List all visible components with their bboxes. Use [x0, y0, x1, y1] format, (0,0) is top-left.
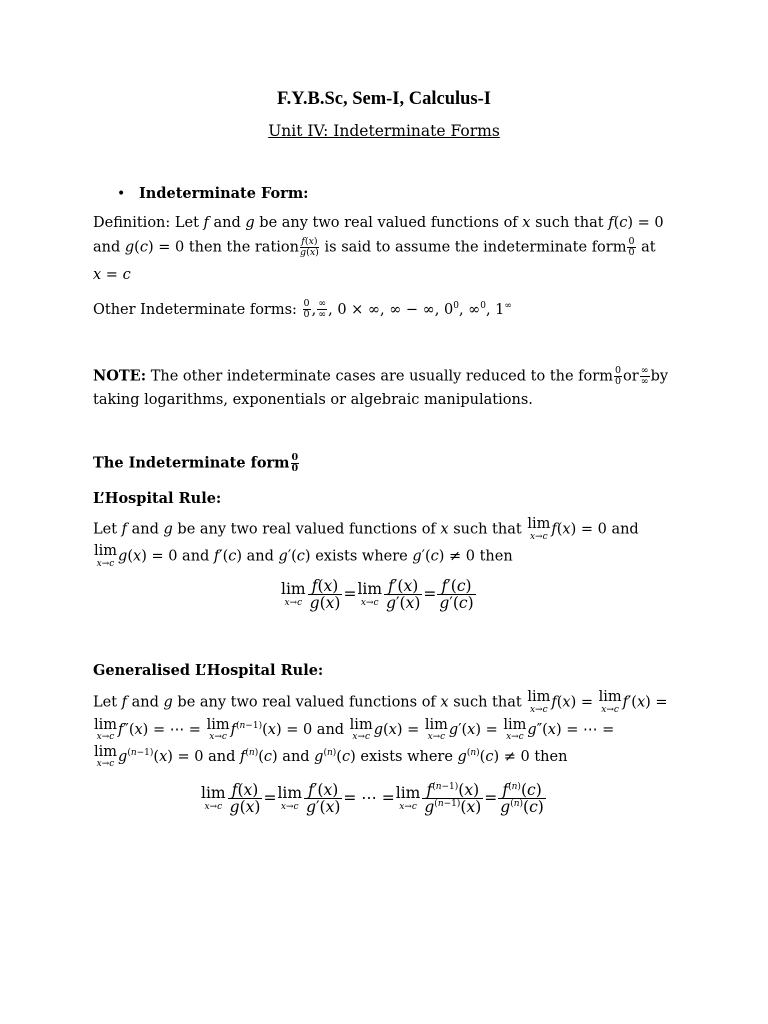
gen-such: such that — [453, 694, 522, 711]
definition-such-that: such that — [535, 215, 604, 231]
gen-then: then — [534, 748, 568, 765]
definition-said: is said to assume the indeterminate form — [324, 239, 627, 256]
note-line-1: NOTE: The other indeterminate cases are usually reduced to the form $\frac{0}{0}$ or $\frac{\infty}{\infty}$ by — [93, 365, 669, 387]
definition-mid: be any two real valued functions of — [259, 215, 518, 231]
gen-desc: be any two real valued functions of — [177, 694, 436, 711]
bullet-point: • — [117, 186, 126, 202]
generalised-formula: lim x→c $\frac{f(x)}{g(x)}$ =lim x→c $\frac{f'(x)}{g'(x)}$ = ⋯ =lim x→c $\frac{f^{(n-1)}(x)}{g^{(n-1)}(x)}$ = $\frac{f^{(n)}(c)}{g^{(n)}(c)}$ — [201, 781, 544, 817]
note-label: NOTE: — [93, 367, 147, 385]
section-heading-generalised: Generalised L’Hospital Rule: — [93, 662, 324, 679]
definition-prefix: Definition: Let — [93, 215, 199, 231]
gen-let: Let — [93, 694, 118, 711]
lhospital-line-1: Let f and g be any two real valued functions of x such that lim x→c f(x) = 0 and — [93, 516, 639, 542]
generalised-line-2: lim x→c f″(x) = ⋯ = lim x→c $f^{(n-1)}(x) = 0$ and lim x→c g(x) = lim x→c g′(x) = lim x→c g″(x) = ⋯ = — [94, 716, 615, 743]
definition-line-2: and g(c) = 0 then the ration $\frac{f(x)}{g(x)}$ is said to assume the indeterminate form $\frac{0}{0}$ at — [93, 236, 656, 258]
section-heading-indeterminate-form: Indeterminate Form: — [139, 185, 309, 202]
form-00-heading: The Indeterminate form — [93, 454, 290, 472]
note-text-1: The other indeterminate cases are usually reduced to the form — [150, 368, 613, 385]
other-forms-label: Other Indeterminate forms: — [93, 301, 297, 318]
lh-desc: be any two real valued functions of — [177, 521, 436, 538]
definition-and: and — [213, 215, 241, 231]
page-title: F.Y.B.Sc, Sem-I, Calculus-I — [277, 89, 491, 109]
note-line-2: taking logarithms, exponentials or algebraic manipulations. — [93, 392, 533, 408]
lh-then: then — [479, 548, 513, 565]
section-heading-form-00: The Indeterminate form $\frac{0}{0}$ — [93, 452, 299, 474]
other-forms-line: Other Indeterminate forms: $\frac{0}{0}$ , $\frac{\infty}{\infty}$ , 0 × ∞, ∞ − ∞, $0^0$, ∞$^0$, 1∞ — [93, 298, 512, 321]
definition-line-3: x = c — [93, 267, 131, 283]
lhospital-line-2: lim x→c g(x) = 0 and f′(c) and g′(c) exists where g′(c) ≠ 0 then — [94, 543, 513, 569]
lh-let: Let — [93, 521, 118, 538]
section-heading-lhospital: L’Hospital Rule: — [93, 490, 222, 507]
definition-and-2: and — [93, 239, 121, 256]
note-or: or — [623, 368, 639, 385]
page-subtitle: Unit IV: Indeterminate Forms — [268, 122, 500, 140]
lhospital-formula: lim x→c $\frac{f(x)}{g(x)}$ =lim x→c $\frac{f'(x)}{g'(x)}$ = $\frac{f'(c)}{g'(c)}$ — [281, 577, 474, 613]
lh-and-2: and — [611, 521, 639, 538]
gen-l3-and: and — [208, 748, 236, 765]
gen-l2-and: and — [316, 721, 345, 738]
lh-l2-and: and — [182, 548, 210, 565]
definition-at: at — [641, 239, 656, 256]
lh-such: such that — [453, 521, 522, 538]
generalised-line-1: Let f and g be any two real valued functions of x such that lim x→c f(x) = lim x→c f′(x) = — [93, 689, 668, 715]
gen-and: and — [131, 694, 159, 711]
gen-exists: exists where — [360, 748, 453, 765]
lh-and: and — [131, 521, 159, 538]
generalised-line-3: lim x→c $g^{(n-1)}(x) = 0$ and $f^{(n)}(c)$ and $g^{(n)}(c)$ exists where $g^{(n)}(c) \ne 0$ then — [94, 743, 568, 770]
definition-line-1: Definition: Let f and g be any two real valued functions of x such that f(c) = 0 — [93, 215, 664, 231]
lh-exists: exists where — [315, 548, 408, 565]
definition-then: then the ration — [188, 239, 299, 256]
gen-l3-and-2: and — [282, 748, 310, 765]
ratio-fraction: $\frac{f(x)}{g(x)}$ — [300, 236, 319, 258]
lh-l2-and-2: and — [246, 548, 274, 565]
note-by: by — [650, 368, 669, 385]
